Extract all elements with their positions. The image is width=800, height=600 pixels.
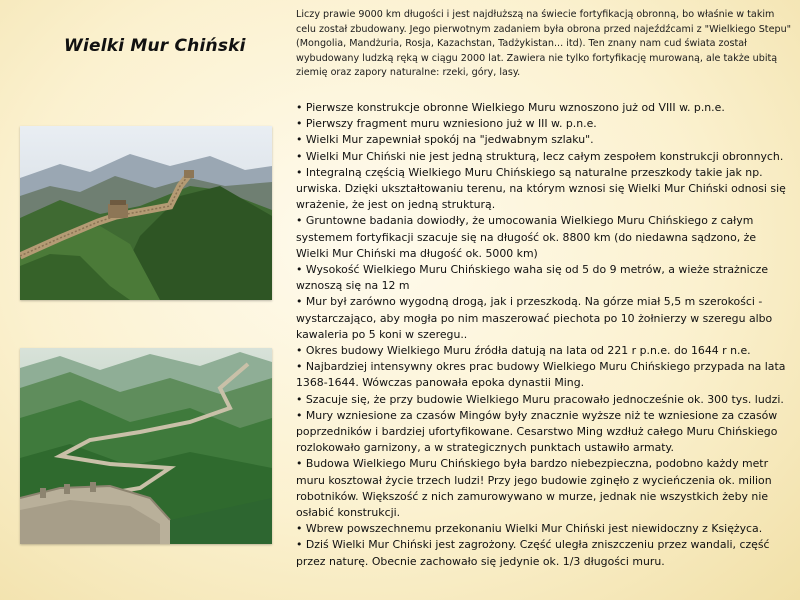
fact-item: • Mury wzniesione za czasów Mingów były znacznie wyższe niż te wzniesione za czasów poprzedników i bardziej ufortyfikowane. Cesarstwo Ming wzdłuż całego Muru Chińskiego rozlokowało garnizony, a w strategicznych punktach ustawiło armaty.	[296, 408, 792, 457]
fact-item: • Wielki Mur zapewniał spokój na "jedwabnym szlaku".	[296, 132, 792, 148]
facts-list	[296, 100, 792, 570]
fact-item: • Wielki Mur Chiński nie jest jedną strukturą, lecz całym zespołem konstrukcji obronnych.	[296, 149, 792, 165]
fact-item: • Wbrew powszechnemu przekonaniu Wielki Mur Chiński jest niewidoczny z Księżyca.	[296, 521, 792, 537]
fact-item: • Okres budowy Wielkiego Muru źródła datują na lata od 221 r p.n.e. do 1644 r n.e.	[296, 343, 792, 359]
great-wall-valley-image	[20, 348, 272, 544]
great-wall-photo-top	[20, 126, 272, 300]
fact-item: • Mur był zarówno wygodną drogą, jak i przeszkodą. Na górze miał 5,5 m szerokości - wystarczająco, aby mogła po nim maszerować piechota po 10 żołnierzy w szeregu albo kawaleria po 5 koni w szeregu..	[296, 294, 792, 343]
slide-title: Wielki Mur Chiński	[64, 36, 246, 56]
fact-item: • Integralną częścią Wielkiego Muru Chińskiego są naturalne przeszkody takie jak np. urwiska. Dzięki ukształtowaniu terenu, na którym wznosi się Wielki Mur Chiński odnosi się wrażenie, że jest on jedną strukturą.	[296, 165, 792, 214]
fact-item: • Pierwsze konstrukcje obronne Wielkiego Muru wznoszono już od VIII w. p.n.e.	[296, 100, 792, 116]
fact-item: • Gruntowne badania dowiodły, że umocowania Wielkiego Muru Chińskiego z całym systemem fortyfikacji szacuje się na długość ok. 8800 km (do niedawna sądzono, że Wielki Mur Chiński ma długość ok. 5000 km)	[296, 213, 792, 262]
great-wall-mountains-image	[20, 126, 272, 300]
fact-item: • Pierwszy fragment muru wzniesiono już w III w. p.n.e.	[296, 116, 792, 132]
fact-item: • Wysokość Wielkiego Muru Chińskiego waha się od 5 do 9 metrów, a wieże strażnicze wznoszą się na 12 m	[296, 262, 792, 294]
fact-item: • Budowa Wielkiego Muru Chińskiego była bardzo niebezpieczna, podobno każdy metr muru kosztował życie trzech ludzi! Przy jego budowie zginęło z wycieńczenia ok. milion robotników. Większość z nich zamurowywano w murze, jednak nie wszystkich żeby nie osłabić konstrukcji.	[296, 456, 792, 521]
fact-item: • Najbardziej intensywny okres prac budowy Wielkiego Muru Chińskiego przypada na lata 1368-1644. Wówczas panowała epoka dynastii Ming.	[296, 359, 792, 391]
great-wall-photo-bottom	[20, 348, 272, 544]
fact-item: • Dziś Wielki Mur Chiński jest zagrożony. Część uległa zniszczeniu przez wandali, część przez naturę. Obecnie zachowało się jedynie ok. 1/3 długości muru.	[296, 537, 792, 569]
intro-paragraph: Liczy prawie 9000 km długości i jest najdłuższą na świecie fortyfikacją obronną, bo właśnie w takim celu został zbudowany. Jego pierwotnym zadaniem była obrona przed najeźdźcami z "Wielkiego Stepu"(Mongolia, Mandżuria, Rosja, Kazachstan, Tadżykistan... itd). Ten znany nam cud świata został wybudowany ludzką ręką w ciągu 2000 lat. Zawiera nie tylko fortyfikację murowaną, ale także ubitą ziemię oraz zapory naturalne: rzeki, góry, lasy.	[296, 9, 792, 79]
fact-item: • Szacuje się, że przy budowie Wielkiego Muru pracowało jednocześnie ok. 300 tys. ludzi.	[296, 392, 792, 408]
